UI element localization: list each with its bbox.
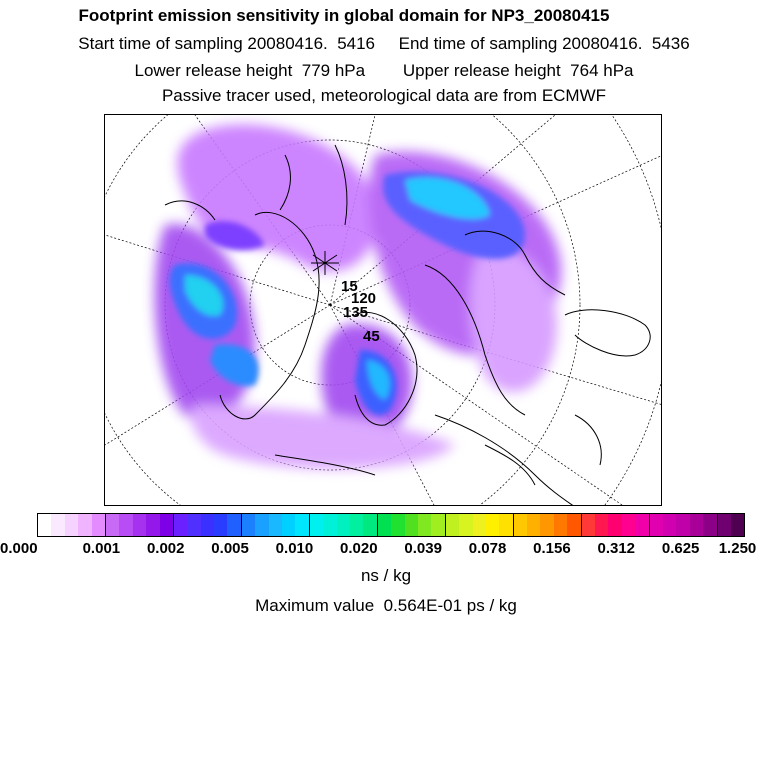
- color-scale-swatch: [499, 514, 512, 536]
- color-scale-swatch: [295, 514, 308, 536]
- map-canvas: [105, 115, 662, 506]
- color-scale-swatch: [676, 514, 689, 536]
- color-scale-swatch: [473, 514, 486, 536]
- marker-label-120: 120: [351, 290, 377, 307]
- color-scale-swatch: [323, 514, 336, 536]
- marker-label-45: 45: [363, 328, 380, 345]
- color-scale-swatch: [690, 514, 703, 536]
- color-scale-swatch: [554, 514, 567, 536]
- color-scale-tick-label: 0.020: [340, 540, 378, 557]
- color-scale-swatch: [418, 514, 431, 536]
- color-scale-swatch: [78, 514, 91, 536]
- color-scale-swatch: [581, 514, 595, 536]
- color-scale-tick-label: 0.010: [275, 540, 314, 557]
- footprint-map: [104, 114, 662, 506]
- color-scale-tick-label: 0.078: [468, 540, 507, 557]
- color-scale-swatch: [608, 514, 621, 536]
- color-scale-swatch: [92, 514, 105, 536]
- color-scale-swatch: [201, 514, 214, 536]
- color-scale-swatch: [513, 514, 527, 536]
- color-scale-swatch: [363, 514, 376, 536]
- color-scale-swatch: [405, 514, 418, 536]
- plot-title: Footprint emission sensitivity in global domain for NP3_20080415: [78, 6, 610, 25]
- color-scale-swatch: [65, 514, 78, 536]
- color-scale-swatch: [445, 514, 459, 536]
- color-scale-tick-label: 0.156: [533, 540, 571, 557]
- unit-label: ns / kg: [360, 566, 412, 585]
- maximum-value-label: Maximum value 0.564E-01 ps / kg: [255, 596, 517, 615]
- color-scale-tick-label: 1.250: [718, 540, 757, 557]
- color-scale-swatch: [703, 514, 716, 536]
- color-scale-swatch: [391, 514, 404, 536]
- color-scale-swatch: [663, 514, 676, 536]
- color-scale-tick-label: 0.039: [404, 540, 442, 557]
- color-scale-swatch: [133, 514, 146, 536]
- color-scale-swatch: [431, 514, 444, 536]
- color-scale-swatch: [38, 514, 51, 536]
- color-scale-swatch: [241, 514, 255, 536]
- color-scale-swatch: [282, 514, 295, 536]
- color-scale-swatch: [255, 514, 268, 536]
- color-scale-tick-label: 0.005: [211, 540, 249, 557]
- tracer-info-line: Passive tracer used, meteorological data are from ECMWF: [161, 86, 607, 105]
- color-scale-swatch: [227, 514, 240, 536]
- color-scale-swatch: [269, 514, 282, 536]
- color-scale-swatch: [173, 514, 187, 536]
- color-scale-swatch: [119, 514, 132, 536]
- color-scale-swatch: [567, 514, 580, 536]
- color-scale-tick-label: 0.625: [661, 540, 700, 557]
- color-scale-swatch: [622, 514, 635, 536]
- color-scale-swatch: [459, 514, 472, 536]
- marker-label-135: 135: [343, 304, 369, 321]
- color-scale-swatch: [540, 514, 553, 536]
- color-scale-bar: [37, 513, 745, 537]
- marker-label-15: 15: [341, 278, 358, 295]
- color-scale-swatch: [309, 514, 323, 536]
- color-scale-swatch: [717, 514, 731, 536]
- color-scale-swatch: [337, 514, 350, 536]
- color-scale-swatch: [51, 514, 64, 536]
- color-scale-tick-label: 0.312: [597, 540, 636, 557]
- color-scale-swatch: [527, 514, 540, 536]
- color-scale-swatch: [377, 514, 391, 536]
- color-scale-swatch: [187, 514, 200, 536]
- color-scale-swatch: [595, 514, 608, 536]
- color-scale-tick-label: 0.002: [146, 540, 185, 557]
- color-scale-swatch: [486, 514, 499, 536]
- color-scale-swatch: [105, 514, 119, 536]
- color-scale-swatch: [350, 514, 363, 536]
- color-scale-swatch: [146, 514, 159, 536]
- sampling-time-line: Start time of sampling 20080416. 5416 End time of sampling 20080416. 5436: [78, 34, 690, 53]
- color-scale-swatch: [160, 514, 173, 536]
- color-scale-swatch: [635, 514, 648, 536]
- color-scale-swatch: [214, 514, 227, 536]
- color-scale-swatch: [649, 514, 663, 536]
- release-height-line: Lower release height 779 hPa Upper release height 764 hPa: [134, 61, 634, 80]
- color-scale-tick-label: 0.001: [82, 540, 121, 557]
- color-scale-swatch: [731, 514, 744, 536]
- color-scale-tick-label: 0.000: [0, 540, 38, 557]
